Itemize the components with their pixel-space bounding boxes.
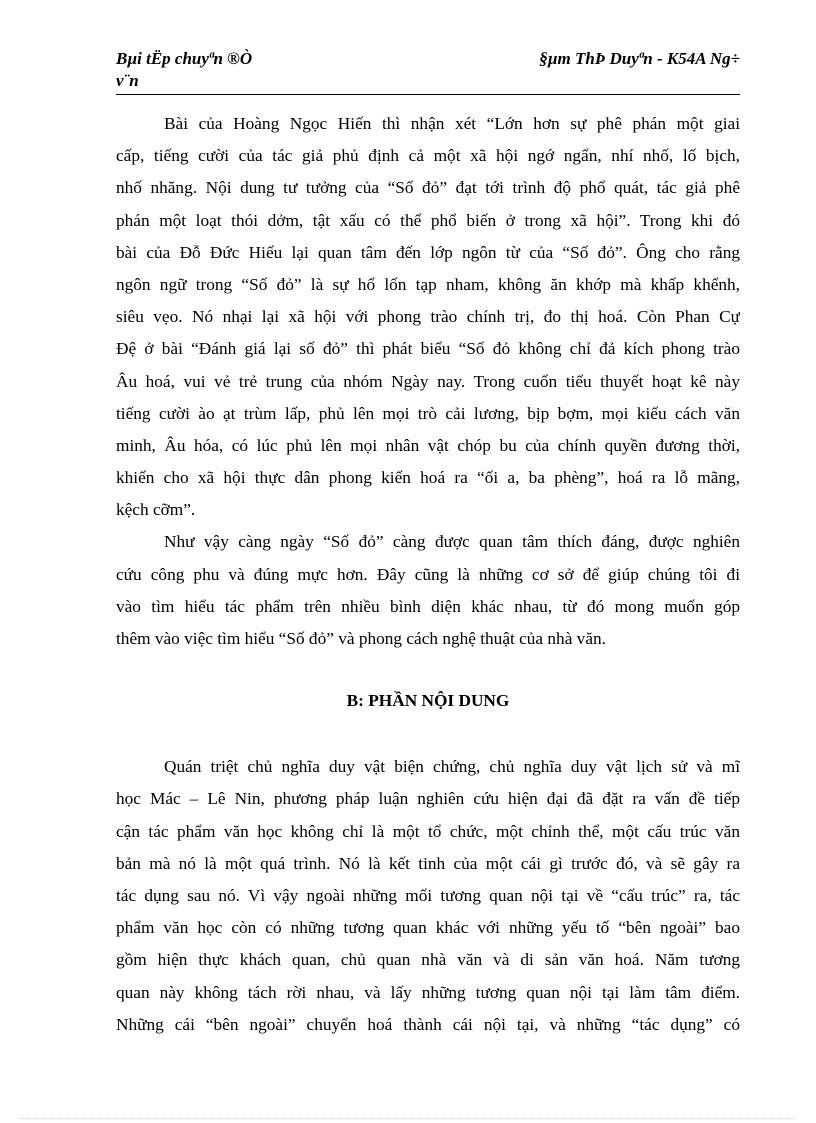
header-right: §µm ThÞ Duyªn - K54A Ng÷ — [539, 49, 740, 68]
text-line: Quán triệt chủ nghĩa duy vật biện chứng, chủ nghĩa duy vật lịch sử và mĩ — [164, 757, 740, 777]
text-line: ngôn ngữ trong “Số đỏ” là sự hổ lốn tạp nham, không ăn khớp mà khấp khểnh, — [116, 274, 740, 294]
spacer — [116, 717, 740, 751]
header-left — [116, 48, 316, 92]
paragraph-3 — [116, 751, 740, 1041]
text-line: tác dụng sau nó. Vì vậy ngoài những mối tương quan nội tại về “cấu trúc” ra, tác — [116, 885, 740, 905]
text-line: nhố nhăng. Nội dung tư tưởng của “Số đỏ” đạt tới trình độ phổ quát, tác giả phê — [116, 178, 740, 198]
spacer — [116, 655, 740, 685]
text-line: Như vậy càng ngày “Số đỏ” càng được quan tâm thích đáng, được nghiên — [164, 532, 740, 552]
text-line: bài của Đỗ Đức Hiếu lại quan tâm đến lớp ngôn từ của “Số đỏ”. Ông cho rằng — [116, 242, 740, 262]
header-left-line2: v¨n — [116, 71, 139, 90]
page-bottom-divider — [20, 1118, 796, 1119]
paragraph-1 — [116, 108, 740, 526]
text-line: quan này không tách rời nhau, và lấy những tương quan nội tại làm tâm điểm. — [116, 982, 740, 1002]
text-line: Bài của Hoàng Ngọc Hiến thì nhận xét “Lớn hơn sự phê phán một giai — [164, 114, 740, 133]
text-line: cận tác phẩm văn học không chỉ là một tổ chức, một chỉnh thể, một cấu trúc văn — [116, 821, 740, 841]
text-line: khiến cho xã hội thực dân phong kiến hoá ra “ối a, ba phèng”, hoá ra lỗ mãng, — [116, 468, 740, 488]
text-line: vào tìm hiểu tác phẩm trên nhiều bình diện khác nhau, từ đó mong muốn góp — [116, 596, 740, 616]
text-line: phán một loạt thói dởm, tật xấu có thể phổ biến ở trong xã hội”. Trong khi đó — [116, 210, 740, 230]
text-line: tiếng cười ào ạt trùm lấp, phủ lên mọi trò cải lương, bịp bợm, mọi kiểu cách văn — [116, 403, 740, 423]
text-line: Đệ ở bài “Đánh giá lại số đỏ” thì phát biểu “Số đỏ không chỉ đả kích phong trào — [116, 339, 740, 359]
text-line: Những cái “bên ngoài” chuyển hoá thành cái nội tại, và những “tác dụng” có — [116, 1014, 740, 1034]
text-line: phẩm văn học còn có những tương quan khác với những yếu tố “bên ngoài” bao — [116, 918, 740, 938]
text-line: cứu công phu và đúng mực hơn. Đây cũng là những cơ sở để giúp chúng tôi đi — [116, 564, 740, 584]
text-line: bản mà nó là một quá trình. Nó là kết tinh của một cái gì trước đó, và sẽ gây ra — [116, 853, 740, 873]
header-left-line1: Bµi tËp chuyªn ®Ò — [116, 49, 253, 68]
section-title: B: PHẦN NỘI DUNG — [346, 691, 510, 711]
text-line: thêm vào việc tìm hiểu “Số đỏ” và phong cách nghệ thuật của nhà văn. — [116, 629, 606, 648]
text-line: gồm hiện thực khách quan, chủ quan nhà văn và di sản văn hoá. Năm tương — [116, 950, 740, 970]
text-line: học Mác – Lê Nin, phương pháp luận nghiên cứu hiện đại đã đặt ra vấn đề tiếp — [116, 789, 740, 809]
page-header — [116, 48, 740, 95]
text-line: kệch cỡm”. — [116, 500, 196, 520]
text-line: minh, Âu hóa, có lúc phủ lên mọi nhân vật chóp bu của chính quyền đương thời, — [116, 435, 740, 455]
text-line: siêu vẹo. Nó nhại lại xã hội với phong trào chính trị, đo thị hoá. Còn Phan Cự — [116, 307, 740, 327]
text-line: Âu hoá, vui vẻ trẻ trung của nhóm Ngày nay. Trong cuốn tiểu thuyết hoạt kê này — [116, 371, 740, 391]
paragraph-2 — [116, 526, 740, 655]
document-body — [116, 108, 740, 1041]
text-line: cấp, tiếng cười của tác giả phủ định cả một xã hội ngớ ngẩn, nhí nhố, lố bịch, — [116, 146, 740, 166]
